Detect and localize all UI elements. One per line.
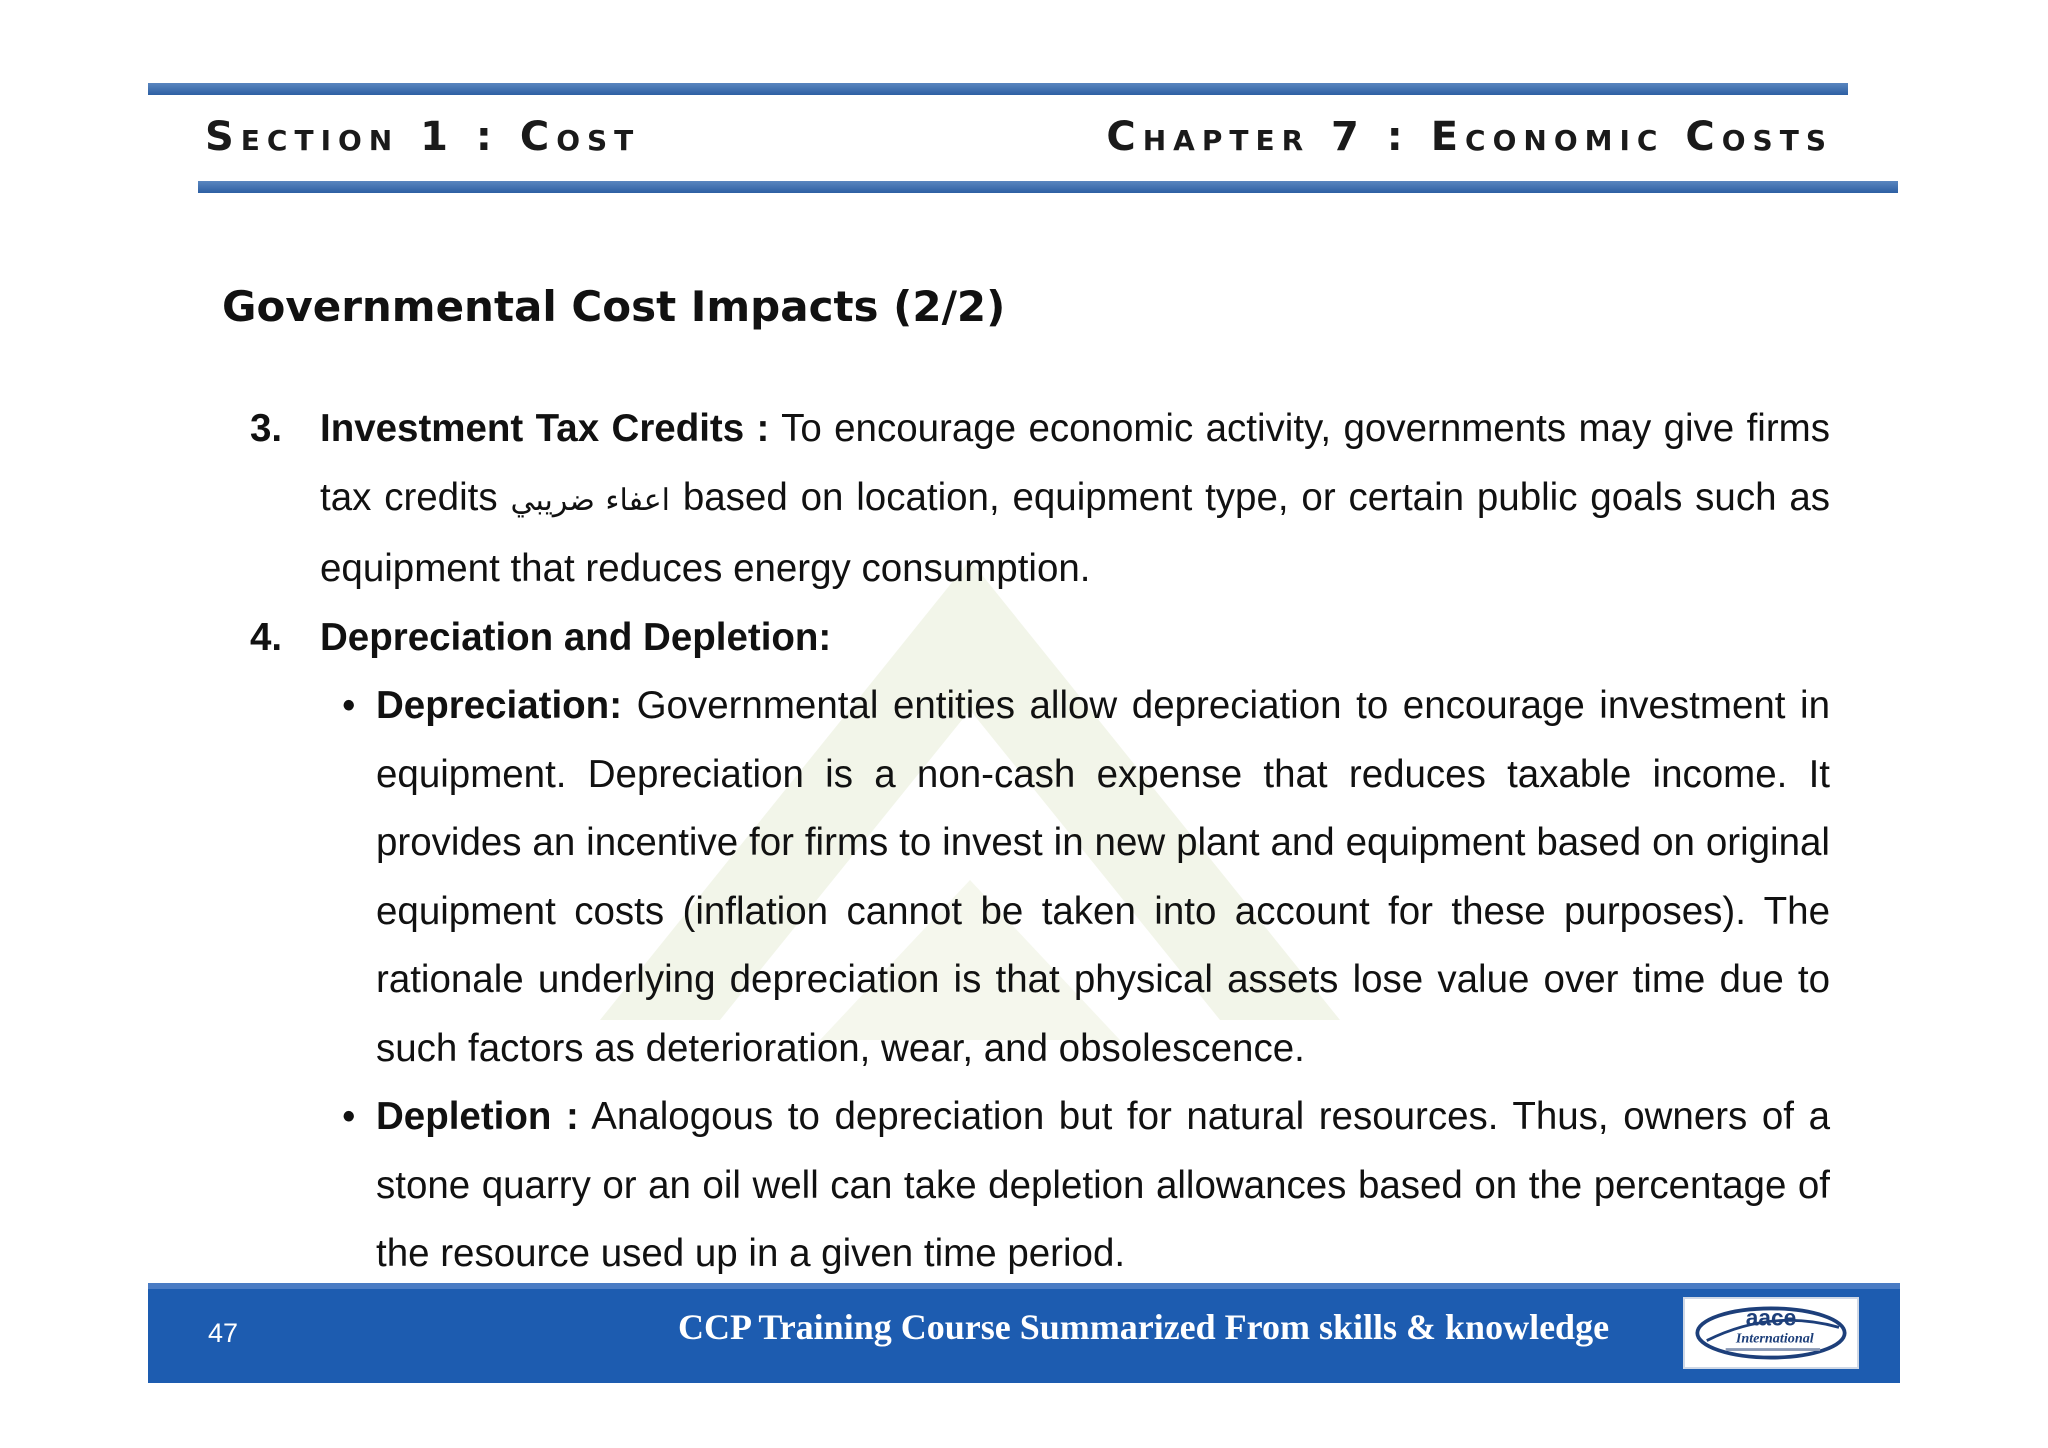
logo-subtext: International bbox=[1735, 1330, 1814, 1347]
bullet-text: Analogous to depreciation but for natural resources. Thus, owners of a stone quarry or an oil well can take depletion allowances based on the percentage of the resource used up in a given time period. bbox=[376, 1095, 1830, 1275]
bullet-label: Depreciation: bbox=[376, 684, 623, 727]
item-text-before: To encourage economic activity, governments may give firms tax credits bbox=[320, 407, 1830, 519]
list-item-depreciation-depletion bbox=[250, 604, 1830, 673]
aace-logo-icon bbox=[1685, 1299, 1857, 1367]
chapter-heading: Chapter 7 : Economic Costs bbox=[1106, 114, 1833, 160]
aace-logo bbox=[1683, 1297, 1859, 1369]
header-rule-bottom bbox=[198, 181, 1898, 193]
list-number: 4. bbox=[250, 615, 283, 659]
slide-title: Governmental Cost Impacts (2/2) bbox=[222, 282, 1006, 331]
bullet-marker: • bbox=[342, 1095, 356, 1138]
footer-course-text: CCP Training Course Summarized From skills & knowledge bbox=[678, 1307, 1610, 1347]
item-heading: Investment Tax Credits : bbox=[320, 407, 770, 450]
item-heading: Depreciation and Depletion: bbox=[320, 615, 832, 659]
slide-body bbox=[250, 395, 1830, 1289]
bullet-depletion bbox=[250, 1083, 1830, 1289]
logo-text: aace bbox=[1745, 1304, 1797, 1331]
list-item-tax-credits bbox=[250, 395, 1830, 604]
list-number: 3. bbox=[250, 407, 283, 450]
page-number: 47 bbox=[208, 1318, 239, 1348]
bullet-text: Governmental entities allow depreciation to encourage investment in equipment. Depreciation is a non-cash expense that reduces taxable income. It provides an incentive for firms to invest in new plant and equipment based on original equipment costs (inflation cannot be taken into account for these purposes). The rationale underlying depreciation is that physical assets lose value over time due to such factors as deterioration, wear, and obsolescence. bbox=[376, 684, 1830, 1070]
footer-top-shade bbox=[148, 1283, 1900, 1289]
bullet-marker: • bbox=[342, 684, 356, 727]
bullet-depreciation bbox=[250, 672, 1830, 1083]
bullet-label: Depletion : bbox=[376, 1095, 579, 1138]
item-text-after: based on location, equipment type, or certain public goals such as equipment that reduces energy consumption. bbox=[320, 475, 1830, 590]
section-heading: Section 1 : Cost bbox=[205, 114, 641, 160]
arabic-term: اعفاء ضريبي bbox=[510, 483, 671, 517]
header-rule-top bbox=[148, 83, 1848, 95]
